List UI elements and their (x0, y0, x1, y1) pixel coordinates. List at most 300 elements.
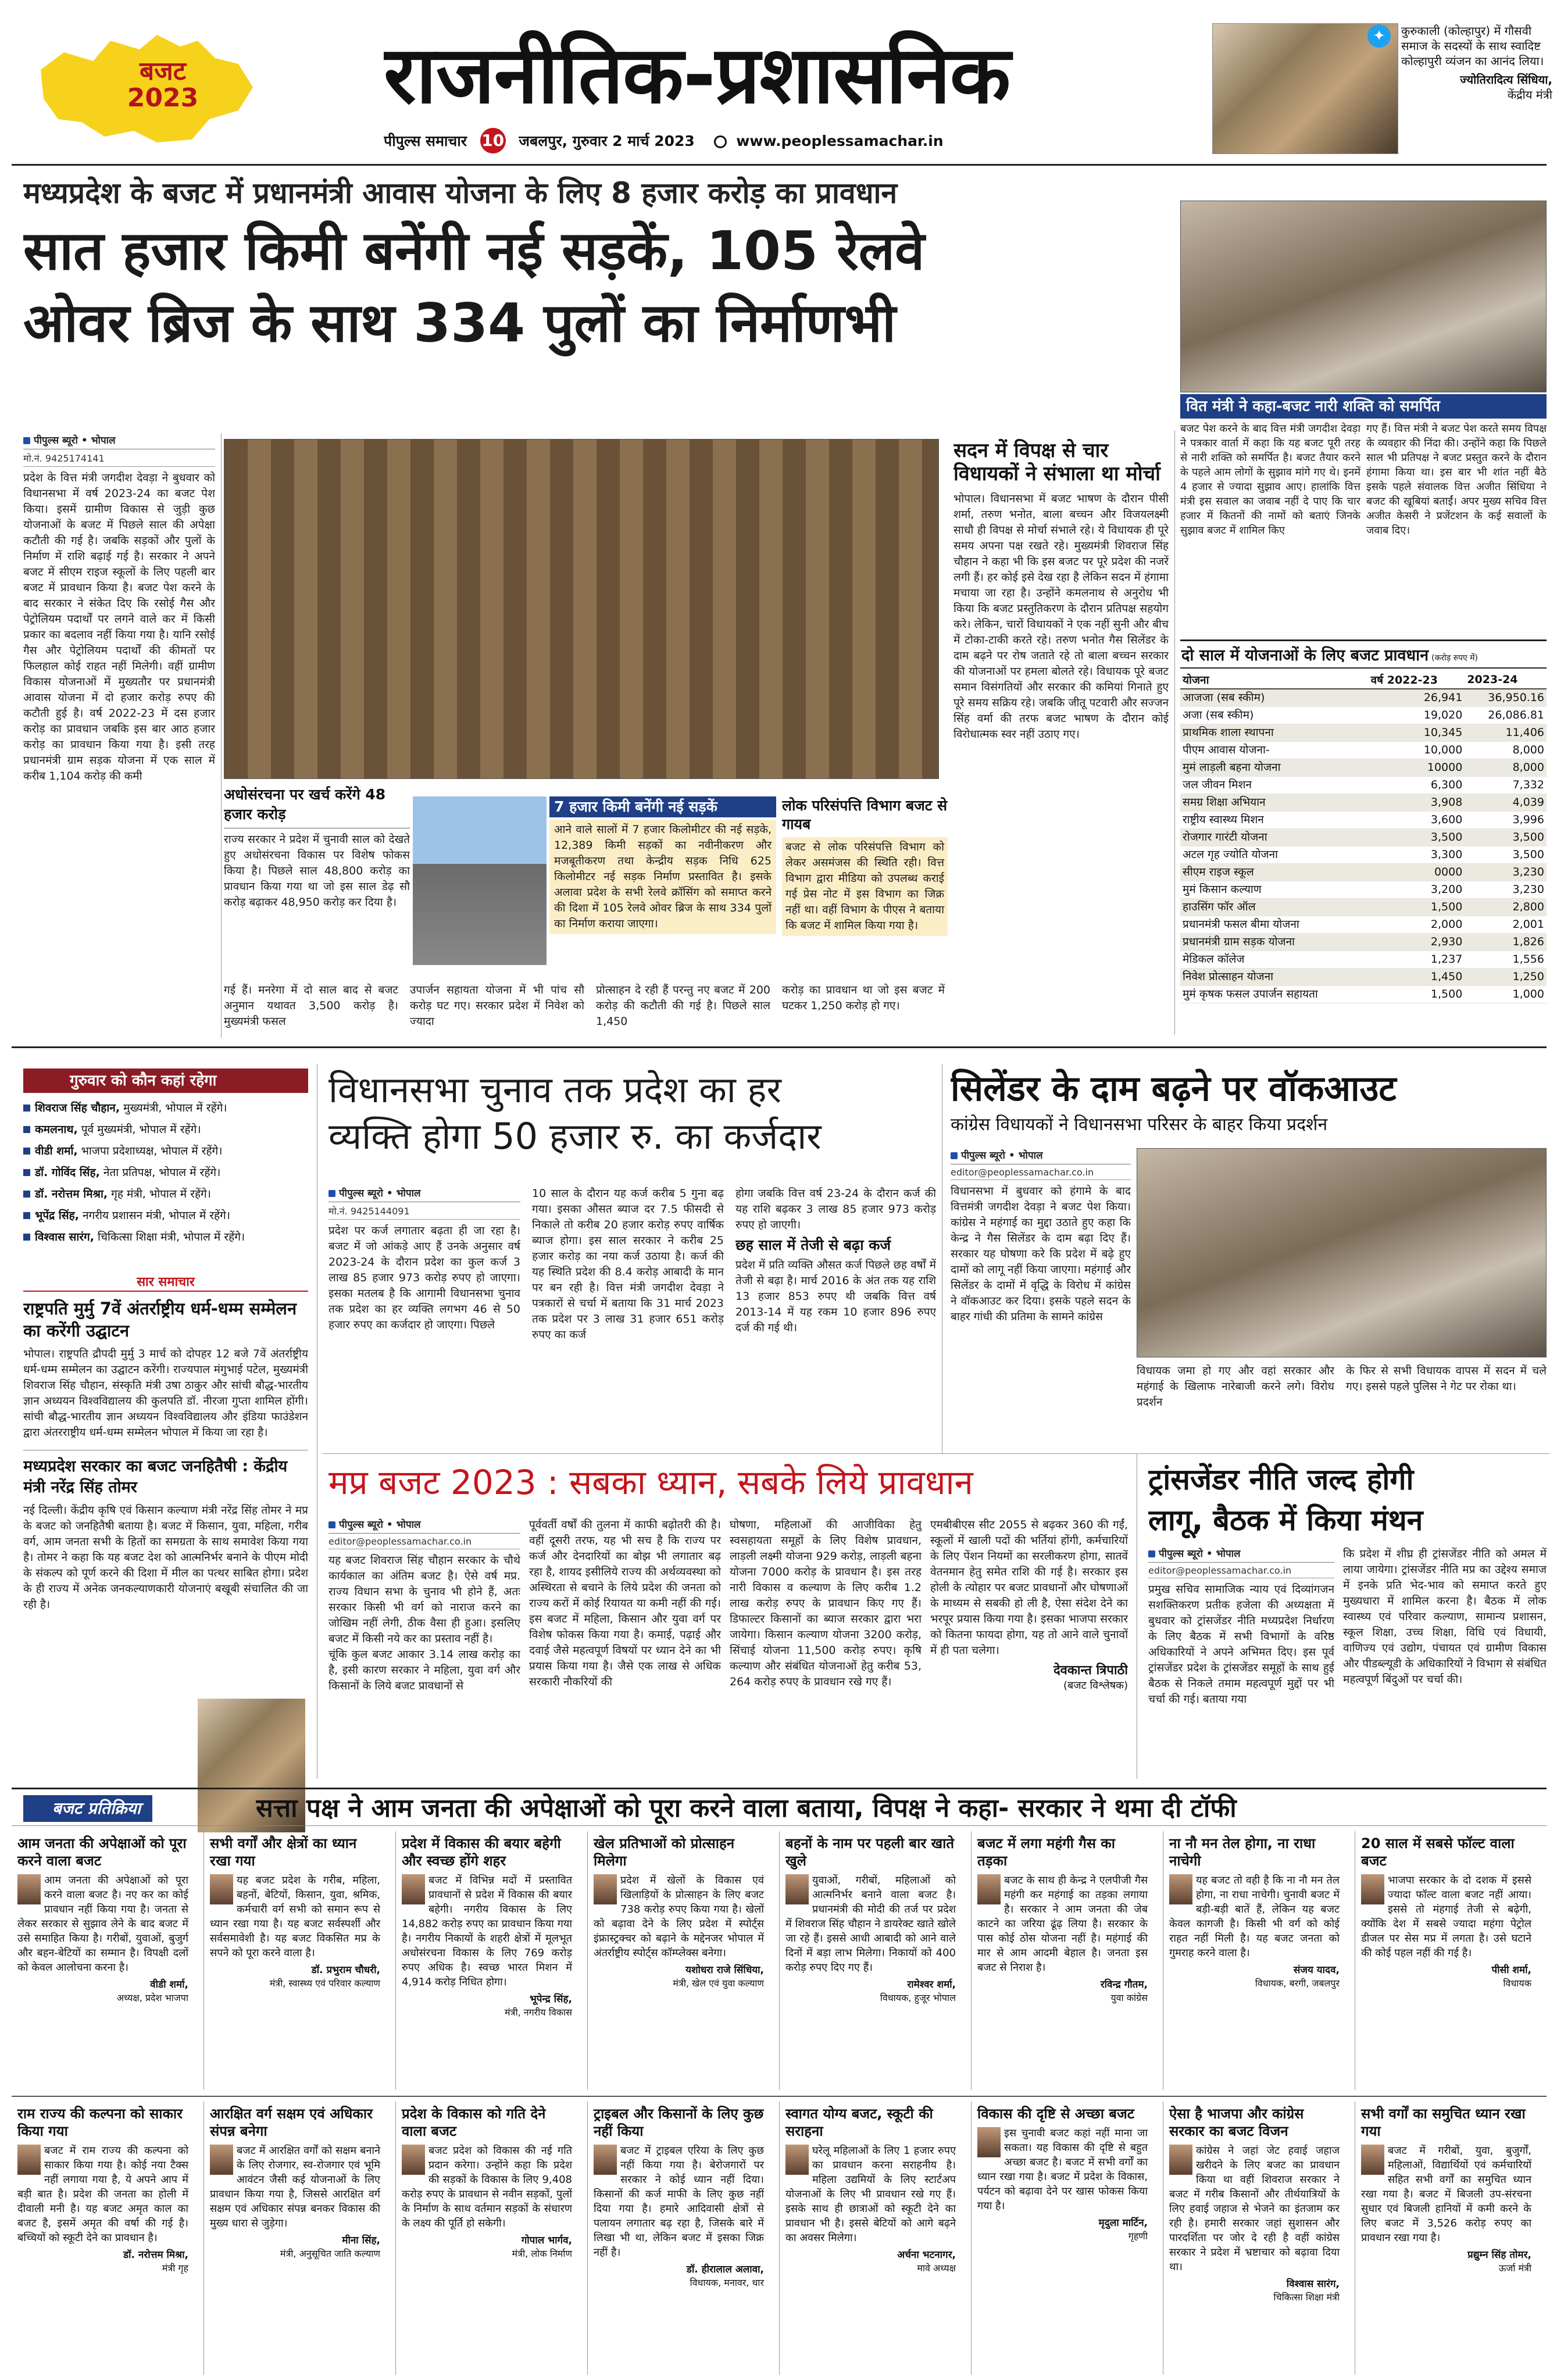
budget-table-row (1180, 812, 1547, 829)
reaction-name: गोपाल भार्गव, (521, 2235, 572, 2246)
badge-line2: 2023 (127, 83, 199, 112)
reaction-card (779, 2102, 962, 2375)
scheme-name: रोजगार गारंटी योजना (1180, 829, 1369, 846)
budget-table-row (1180, 846, 1547, 864)
dateline: जबलपुर, गुरुवार 2 मार्च 2023 (519, 133, 695, 149)
value-2022-23: 1,500 (1369, 899, 1465, 916)
reaction-body: युवाओं, गरीबों, महिलाओं को आत्मनिर्भर बनाने वाला बजट है। प्रधानमंत्री की मोदी की तर्ज पर प्रदेश में शिवराज सिंह चौहान ने डायरेक्ट खाते खोले जा रहे हैं। इससे आधी आबादी को आने वाले दिनों में बड़ा लाभ मिलेगा। निकायों को 400 करोड़ रुपए दिए गए हैं। (785, 1874, 956, 1974)
value-2023-24: 4,039 (1465, 794, 1547, 812)
lead-column (23, 433, 215, 1038)
budget-table-row (1180, 777, 1547, 794)
reactions-headline: सत्ता पक्ष ने आम जनता की अपेक्षाओं को पूरा करने वाला बताया, विपक्ष ने कहा- सरकार ने थमा दी टॉफी (256, 1793, 1237, 1823)
reactions-row1 (12, 1831, 1547, 2090)
value-2022-23: 10,345 (1369, 724, 1465, 742)
reaction-post: मंत्री, नगरीय विकास (505, 2007, 572, 2018)
twitter-icon: ✦ (1367, 24, 1391, 48)
scheme-name: मुमं किसान कल्याण (1180, 881, 1369, 899)
thursday-title: गुरुवार को कौन कहां रहेगा (23, 1069, 308, 1093)
lead-mobile: मो.नं. 9425174141 (23, 452, 215, 467)
tweet-name: ज्योतिरादित्य सिंधिया, (1460, 73, 1552, 87)
value-2023-24: 1,250 (1465, 969, 1547, 986)
reaction-body: बजट में गरीबों, युवा, बुजुर्गों, महिलाओं, विद्यार्थियों एवं कर्मचारियों सहित सभी वर्गों का समुचित ध्यान रखा गया है। बजट में बिजली उप-संरचना सुधार एवं बिजली हानियों में कमी करने के लिए बजट में 3,526 करोड़ रुपए का प्रावधान रखा गया है। (1361, 2145, 1531, 2244)
value-2022-23: 19,020 (1369, 707, 1465, 724)
cylinder-col2: विधायक जमा हो गए और वहां सरकार और महंगाई के खिलाफ नारेबाजी करने लगे। विरोध प्रदर्शन (1137, 1364, 1334, 1409)
brief-b1: भोपाल। राष्ट्रपति द्रौपदी मुर्मु 3 मार्च को दोपहर 12 बजे 7वें अंतर्राष्ट्रीय धर्म-धम्म सम्मेलन का उद्घाटन करेंगी। राज्यपाल मंगुभाई पटेल, मुख्यमंत्री शिवराज सिंह चौहान, संस्कृति मंत्री उषा ठाकुर और सांची बौद्ध-भारतीय ज्ञान अध्ययन विश्वविद्यालय की कुलपति डॉ. नीरजा गुप्ता शामिल होंगी। सांची बौद्ध-भारतीय ज्ञान अध्ययन विश्वविद्यालय और इंडिया फाउंडेशन द्वारा अंतरराष्ट्रीय धर्म-धम्म सम्मेलन भोपाल में किया जा रहा है। (23, 1348, 308, 1439)
value-2022-23: 6,300 (1369, 777, 1465, 794)
scheme-name: राष्ट्रीय स्वास्थ्य मिशन (1180, 812, 1369, 829)
lead-cont-b: उपार्जन सहायता योजना में भी पांच सौ करोड़ घट गए। सरकार प्रदेश में निवेश को ज्यादा (410, 984, 584, 1028)
reaction-photo (977, 2127, 1001, 2157)
reaction-name: भूपेन्द्र सिंह, (529, 1993, 572, 2005)
value-2022-23: 10,000 (1369, 742, 1465, 759)
reaction-card (971, 1831, 1154, 2090)
reaction-title: राम राज्य की कल्पना को साकार किया गया (17, 2106, 183, 2139)
reaction-photo (210, 1874, 233, 1904)
budget-table-box (1180, 639, 1547, 1041)
value-2023-24: 11,406 (1465, 724, 1547, 742)
reaction-name: मीना सिंह, (342, 2235, 380, 2246)
budget-table-row (1180, 829, 1547, 846)
reaction-post: मावे अध्यक्ष (917, 2263, 956, 2274)
schedule-item (23, 1205, 308, 1227)
bullet-icon (23, 1126, 30, 1133)
thursday-box (23, 1069, 308, 1266)
transgender-col1 (1148, 1546, 1334, 1779)
reaction-body: बजट में राम राज्य की कल्पना को साकार किया गया है। कोई नया टैक्स नहीं लगाया गया है, ये अपने आप में बड़ी बात है। प्रदेश की जनता का होली में दीवाली मनी है। यह बजट अमृत काल का बजट है, इसमें अमृत की वर्षा की गई है। बच्चियों को स्कूटी देने का प्रावधान है। (17, 2145, 188, 2244)
reaction-title: आरक्षित वर्ग सक्षम एवं अधिकार संपन्न बनेगा (210, 2106, 373, 2139)
women-col1: बजट पेश करने के बाद वित्त मंत्री जगदीश देवड़ा ने पत्रकार वार्ता में कहा कि यह बजट पूरी तरह से नारी शक्ति को समर्पित है। बजट तैयार करने के पहले आम लोगों के सुझाव मांगे गए थे। इनमें 4 हजार से ज्यादा सुझाव आए। हालांकि वित्त मंत्री इस सवाल का जवाब नहीं दे पाए कि चार हजार में कितनों की नामों को बताएं जिनके सुझाव बजट में शामिल किए (1180, 423, 1360, 537)
tweet-box (1401, 23, 1552, 102)
brief-h1: राष्ट्रपति मुर्मु 7वें अंतर्राष्ट्रीय धर्म-धम्म सम्मेलन का करेंगी उद्घाटन (23, 1299, 297, 1341)
scheme-name: निवेश प्रोत्साहन योजना (1180, 969, 1369, 986)
reaction-body: घरेलू महिलाओं के लिए 1 हजार रुपए का प्रावधान करना सराहनीय है। महिला उद्यमियों के लिए स्टार्टअप योजनाओं के लिए भी प्रावधान रखे गए हैं। इसके साथ ही छात्राओं को स्कूटी देने का प्रावधान भी है। इससे बेटियों को आगे बढ़ने का अवसर मिलेगा। (785, 2145, 956, 2244)
reaction-photo (1361, 2145, 1384, 2175)
infra-title: अधोसंरचना पर खर्च करेंगे 48 हजार करोड़ (224, 785, 410, 828)
section-title: राजनीतिक-प्रशासनिक (384, 30, 1010, 121)
schedule-person: वीडी शर्मा, (35, 1145, 78, 1157)
reaction-title: स्वागत योग्य बजट, स्कूटी की सराहना (785, 2106, 933, 2139)
schedule-person: कमलनाथ, (35, 1123, 78, 1136)
bullet-icon (23, 1234, 30, 1241)
women-caption: वित मंत्री ने कहा-बजट नारी शक्ति को समर्पित (1180, 394, 1547, 419)
reaction-post: मंत्री, खेल एवं युवा कल्याण (673, 1978, 764, 1989)
reaction-name: डॉ. नरोत्तम मिश्रा, (123, 2249, 188, 2261)
value-2023-24: 8,000 (1465, 742, 1547, 759)
mpbudget-col4: घोषणा, महिलाओं की आजीविका हेतु स्वसहायता समूहों के लिए विशेष प्रावधान, लाड़ली लक्ष्मी योजना 929 करोड़, लाड़ली बहना योजना 7000 करोड़ के प्रावधान है। इस तरह नारी विकास व कल्याण के लिए करीब 1.2 लाख करोड़ रुपए के प्रावधान किए गए हैं। डिफाल्टर किसानों का ब्याज सरकार द्वारा भरा जायेगा। किसान कल्याण योजना 3200 करोड़, सिंचाई योजना 11,500 करोड़ रुपए। कृषि कल्याण और संबंधित योजनाओं हेतु करीब 53, 264 करोड़ रुपए के प्रावधान रखे गए हैं। (730, 1518, 922, 1688)
value-2022-23: 26,941 (1369, 689, 1465, 707)
budget-table-row (1180, 794, 1547, 812)
bullet-icon (23, 1169, 30, 1176)
reaction-card (12, 1831, 194, 2090)
lead-cont-c: प्रोत्साहन दे रही हैं परन्तु नए बजट में 200 करोड़ की कटौती की गई है। पिछले साल 1,450 (596, 984, 770, 1028)
reaction-body: कांग्रेस ने जहां जेट हवाई जहाज खरीदने के लिए बजट का प्रावधान किया था वहीं शिवराज सरकार ने बजट में गरीब किसानों और तीर्थयात्रियों के लिए हवाई जहाज से भेजने का इंतजाम कर रही है। हमारी सरकार जहां सुशासन और पारदर्शिता पर जोर दे रही है वहीं कांग्रेस सरकार ने प्रदेश में भ्रष्टाचार को बढ़ावा दिया था। (1169, 2145, 1340, 2273)
reaction-name: संजय यादव, (1293, 1964, 1340, 1976)
reaction-card (779, 1831, 962, 2090)
reaction-post: मंत्री, स्वास्थ्य एवं परिवार कल्याण (269, 1978, 380, 1989)
reaction-title: 20 साल में सबसे फॉल्ट वाला बजट (1361, 1835, 1515, 1869)
women-col2: गए हैं। वित्त मंत्री ने बजट पेश करते समय विपक्ष के व्यवहार की निंदा की। उन्होंने कहा कि पिछले साल भी प्रतिपक्ष ने बजट प्रस्तुत करने के दौरान हंगामा किया था। इस बार भी शांत नहीं बैठे इसके पहले संवालक वित्त अजीत सिंधिया ने बजट की खूबियां बताईं। अपर मुख्य सचिव वित्त अजीत केसरी ने प्रजेंटशन के कई सवालों के जवाब दिए। (1366, 423, 1547, 537)
opposition-box (954, 439, 1169, 1038)
bullet-icon (23, 1191, 30, 1198)
reaction-body: इस चुनावी बजट कहां नहीं माना जा सकता। यह विकास की दृष्टि से बहुत अच्छा बजट है। बजट में सभी वर्गों का ध्यान रखा गया है। बजट में प्रदेश के विकास, पर्यटन को बढ़ावा देने पर खास फोकस किया गया है। (977, 2127, 1148, 2212)
value-2023-24: 1,000 (1465, 986, 1547, 1003)
debt-headline (328, 1067, 933, 1160)
debt-text3: होगा जबकि वित्त वर्ष 23-24 के दौरान कर्ज की यह राशि बढ़कर 3 लाख 85 हजार 973 करोड़ रुपए हो जाएगी। (735, 1187, 936, 1231)
dateline-bar (384, 128, 1198, 153)
schedule-item (23, 1227, 308, 1248)
roads-photo (413, 796, 547, 965)
reaction-name: यशोधरा राजे सिंधिया, (685, 1964, 764, 1976)
news-brief-label: सार समाचार (23, 1273, 308, 1292)
budget-table-header: योजना वर्ष 2022-23 2023-24 (1180, 671, 1547, 689)
budget-table (1180, 671, 1547, 1003)
reaction-title: ना नौ मन तेल होगा, ना राधा नाचेगी (1169, 1835, 1316, 1869)
scheme-name: प्रधानमंत्री ग्राम सड़क योजना (1180, 934, 1369, 951)
asset-body: बजट से लोक परिसंपत्ति विभाग को लेकर असमंजस की स्थिति रही। वित्त विभाग द्वारा मीडिया को उपलब्ध कराई गई प्रेस नोट में इस विभाग का जिक्र नहीं था। वहीं विभाग के पीएस ने बताया कि बजट में शामिल किया गया है। (782, 837, 948, 936)
budget-table-row (1180, 881, 1547, 899)
budget-table-row (1180, 934, 1547, 951)
reaction-photo (402, 1874, 425, 1904)
reaction-name: डॉ. हीरालाल अलावा, (686, 2264, 764, 2275)
lead-continuation (224, 982, 945, 1041)
reaction-photo (210, 2145, 233, 2175)
reaction-post: गृहणी (1128, 2231, 1148, 2242)
budget-table-row (1180, 916, 1547, 934)
mpbudget-col3: पूर्ववर्ती वर्षों की तुलना में काफी बढ़ोतरी की है। वहीं दूसरी तरफ, यह भी सच है कि राज्य पर कर्ज और देनदारियों का बोझ भी लगातार बढ़ रहा है, शायद इसीलिये राज्य की अर्थव्यवस्था को अस्थिरता से बचाने के लिये प्रदेश की जनता को राज्य करों में कोई रियायत या कमी नहीं की गई। इस बजट में महिला, किसान और युवा वर्ग पर विशेष फोकस किया गया है। कमाई, पढ़ाई और दवाई जैसे महत्वपूर्ण विषयों पर ध्यान देने का भी प्रयास किया गया है। जैसे एक लाख से अधिक सरकारी नौकरियों की (529, 1518, 721, 1688)
page-number: 10 (480, 128, 506, 153)
bullet-icon (23, 1212, 30, 1219)
mpbudget-text1: यह बजट शिवराज सिंह चौहान सरकार के चौथे कार्यकाल का अंतिम बजट है। ऐसे वर्ष मप्र. राज्य विधान सभा के चुनाव भी होने हैं, अतः सरकार किसी भी वर्ग को नाराज करने का जोखिम नहीं लेगी, ठीक वैसा ही हुआ। इसलिए बजट में किसी नये कर का प्रस्ताव नहीं है। (328, 1554, 520, 1645)
schedule-detail: गृह मंत्री, भोपाल में रहेंगे। (108, 1188, 211, 1200)
transgender-text1: प्रमुख सचिव सामाजिक न्याय एवं दिव्यांगजन सशक्तिकरण प्रतीक हजेला की अध्यक्षता में बुधवार को ट्रांसजेंडर नीति मध्यप्रदेश निर्धारण के लिए बैठक में सभी विभागों के वरिष्ठ अधिकारियों ने अपने अभिमत दिए। इस पूर्व ट्रांसजेंडर प्रदेश के ट्रांसजेंडर समूहों के साथ हुई बैठक से निकले तमाम महत्वपूर्ण मुद्दों पर भी चर्चा की गई। बताया गया (1148, 1583, 1334, 1706)
schedule-person: डॉ. गोविंद सिंह, (35, 1166, 100, 1179)
transgender-headline-line2: लागू, बैठक में किया मंथन (1148, 1503, 1423, 1537)
reaction-photo (594, 1874, 617, 1904)
asset-box (782, 796, 948, 977)
reactions-row2 (12, 2102, 1547, 2375)
assembly-photo (224, 439, 939, 779)
reaction-body: बजट प्रदेश को विकास की नई गति प्रदान करेगा। उन्होंने कहा कि प्रदेश की सड़कों के विकास के लिए 9,408 करोड़ रुपए के प्रावधान से नवीन सड़कों, पुलों के निर्माण के साथ वर्तमान सड़कों के संधारण के लक्ष्य की पूर्ति हो सकेगी। (402, 2145, 572, 2229)
value-2023-24: 3,500 (1465, 846, 1547, 864)
cylinder-photo (1137, 1148, 1547, 1357)
reaction-card (395, 1831, 578, 2090)
reaction-photo (1361, 1874, 1384, 1904)
value-2023-24: 8,000 (1465, 759, 1547, 777)
reaction-post: विधायक (1503, 1978, 1531, 1989)
transgender-email: editor@peoplessamachar.co.in (1148, 1565, 1334, 1578)
debt-mobile: मो.नं. 9425144091 (328, 1205, 520, 1220)
transgender-col2: कि प्रदेश में शीघ्र ही ट्रांसजेंडर नीति को अमल में लाया जायेगा। ट्रांसजेंडर नीति मप्र का उद्देश्य समाज में इनके प्रति भेद-भाव को समाप्त करते हुए मुख्यधारा में शामिल करना है। बैठक में लोक स्वास्थ्य एवं परिवार कल्याण, सामान्य प्रशासन, स्कूल शिक्षा, उच्च शिक्षा, विधि एवं विधायी, वाणिज्य एवं उद्योग, पंचायत एवं ग्रामीण विकास और पीडब्ल्यूडी के अधिकारियों ने विभाग से संबंधित महत्वपूर्ण बिंदुओं पर चर्चा की। (1343, 1548, 1547, 1686)
budget-table-row (1180, 864, 1547, 881)
infra-box (224, 785, 410, 977)
schedule-detail: नगरीय प्रशासन मंत्री, भोपाल में रहेंगे। (78, 1209, 230, 1222)
infra-body: राज्य सरकार ने प्रदेश में चुनावी साल को देखते हुए अधोसंरचना विकास पर विशेष फोकस किया है। पिछले साल 48,800 करोड़ का प्रावधान किया गया था जो इस साल डेढ़ सौ करोड़ बढ़ाकर 48,950 करोड़ कर दिया है। (224, 833, 410, 909)
schedule-detail: पूर्व मुख्यमंत्री, भोपाल में रहेंगे। (77, 1123, 201, 1136)
transgender-byline: पीपुल्स ब्यूरो • भोपाल (1148, 1546, 1334, 1563)
scheme-name: प्रधानमंत्री फसल बीमा योजना (1180, 916, 1369, 934)
budget-table-row (1180, 899, 1547, 916)
reaction-post: विधायक, हुजूर भोपाल (880, 1992, 956, 2003)
value-2022-23: 3,908 (1369, 794, 1465, 812)
budget-table-title: दो साल में योजनाओं के लिए बजट प्रावधान (करोड़ रुपए में) (1180, 639, 1547, 669)
mpbudget-text5: एमबीबीएस सीट 2055 से बढ़कर 360 की गईं, स्कूलों में खाली पदों की भर्तियां होंगी, कर्मचारियों के लिए पेंशन नियमों का सरलीकरण होगा, सातवें वेतनमान हेतु समेत राशि की गई है। सरकार इस होली के त्योहार पर बजट प्रावधानों और घोषणाओं के माध्यम से सबकी हो ली है, ऐसा संदेश देने का भरपूर प्रयास किया गया है। इसका भाजपा सरकार को कितना फायदा होगा, यह तो आने वाले चुनावों में ही पता चलेगा। (930, 1518, 1128, 1657)
reaction-card (203, 1831, 386, 2090)
scheme-name: अजा (सब स्कीम) (1180, 707, 1369, 724)
reactions-bar (12, 1788, 1547, 1826)
debt-headline-line2: व्यक्ति होगा 50 हजार रु. का कर्जदार (328, 1115, 822, 1157)
reaction-name: रविन्द्र गौतम, (1100, 1979, 1148, 1991)
schedule-person: भूपेंद्र सिंह, (35, 1209, 79, 1222)
value-2022-23: 2,000 (1369, 916, 1465, 934)
cylinder-email: editor@peoplessamachar.co.in (951, 1167, 1131, 1180)
reaction-body: यह बजट प्रदेश के गरीब, महिला, बहनों, बेटियों, किसान, युवा, श्रमिक, कर्मचारी वर्ग सभी को समान रूप से ध्यान रखा गया है। यह बजट सर्वस्पर्शी और सर्वसमावेशी है। यह बजट विकसित मप्र के सपने को पूरा करने वाला है। (210, 1874, 380, 1959)
value-2022-23: 1,237 (1369, 951, 1465, 969)
scheme-name: मेडिकल कॉलेज (1180, 951, 1369, 969)
scheme-name: सीएम राइज स्कूल (1180, 864, 1369, 881)
reaction-card (1163, 2102, 1345, 2375)
lead-cont-d: करोड़ का प्रावधान था जो इस बजट में घटकर 1,250 करोड़ हो गए। (782, 984, 945, 1012)
scheme-name: हाउसिंग फॉर ऑल (1180, 899, 1369, 916)
badge-line1: बजट (140, 58, 186, 86)
reaction-title: सभी वर्गों और क्षेत्रों का ध्यान रखा गया (210, 1835, 357, 1869)
schedule-item (23, 1141, 308, 1162)
reaction-name: विश्वास सारंग, (1286, 2278, 1340, 2290)
reaction-title: बहनों के नाम पर पहली बार खाते खुले (785, 1835, 955, 1869)
value-2022-23: 0000 (1369, 864, 1465, 881)
reaction-body: बजट में विभिन्न मदों में प्रस्तावित प्रावधानों से प्रदेश में विकास की बयार बहेगी। नगरीय विकास के लिए 14,882 करोड़ रुपए का प्रावधान किया गया है। नगरीय निकायों के शहरी क्षेत्रों में मूलभूत अधोसंरचना विकास के लिए 769 करोड़ रुपए अधिक है। स्वच्छ भारत मिशन में 4,914 करोड़ निधित होगा। (402, 1874, 572, 1988)
reactions-label: बजट प्रतिक्रिया (23, 1795, 152, 1822)
reaction-post: विधायक, बरगी, जबलपुर (1255, 1978, 1340, 1989)
schedule-person: शिवराज सिंह चौहान, (35, 1102, 120, 1114)
value-2023-24: 1,826 (1465, 934, 1547, 951)
budget-table-row (1180, 707, 1547, 724)
value-2023-24: 7,332 (1465, 777, 1547, 794)
lead-kicker: मध्यप्रदेश के बजट में प्रधानमंत्री आवास योजना के लिए 8 हजार करोड़ का प्रावधान (23, 176, 898, 210)
value-2022-23: 3,200 (1369, 881, 1465, 899)
debt-text1: प्रदेश पर कर्ज लगातार बढ़ता ही जा रहा है। बजट में जो आंकड़े आए हैं उनके अनुसार वर्ष 2023-24 के दौरान प्रदेश का कुल कर्ज 3 लाख 85 हजार 973 करोड़ रुपए हो जाएगा। इसका मतलब है कि आगामी विधानसभा चुनाव तक प्रदेश का हर व्यक्ति लगभग 46 से 50 हजार रुपए का कर्जदार हो जाएगा। पिछले (328, 1224, 520, 1331)
scheme-name: मुमं लाड़ली बहना योजना (1180, 759, 1369, 777)
tweet-text: कुरुकाली (कोल्हापुर) में गौसवी समाज के सदस्यों के साथ स्वादिष्ट कोल्हापुरी व्यंजन का आनंद लिया। (1401, 24, 1544, 68)
mpbudget-email: editor@peoplessamachar.co.in (328, 1536, 520, 1549)
scheme-name: पीएम आवास योजना- (1180, 742, 1369, 759)
cylinder-kicker: कांग्रेस विधायकों ने विधानसभा परिसर के बाहर किया प्रदर्शन (951, 1114, 1328, 1135)
mpbudget-author-post: (बजट विश्लेषक) (1063, 1679, 1128, 1692)
reaction-post: युवा कांग्रेस (1110, 1992, 1148, 2003)
reaction-name: प्रद्युम्न सिंह तोमर, (1467, 2249, 1531, 2261)
reaction-body: यह बजट तो वही है कि ना नौ मन तेल होगा, ना राधा नाचेगी। चुनावी बजट में बड़ी-बड़ी बातें हैं, लेकिन यह बजट केवल कागजी है। किसी भी वर्ग को कोई राहत नहीं मिली है। यह बजट जनता को गुमराह करने वाला है। (1169, 1874, 1340, 1959)
bullet-icon (23, 1105, 30, 1112)
roads-box (549, 796, 776, 977)
debt-headline-line1: विधानसभा चुनाव तक प्रदेश का हर (328, 1069, 781, 1111)
scheme-name: जल जीवन मिशन (1180, 777, 1369, 794)
value-2023-24: 3,996 (1465, 812, 1547, 829)
reaction-photo (785, 2145, 809, 2175)
reaction-card (1163, 1831, 1345, 2090)
debt-col2: 10 साल के दौरान यह कर्ज करीब 5 गुना बढ़ गया। इसका औसत ब्याज दर 7.5 फीसदी से निकाले तो करीब 20 हजार करोड़ रुपए वार्षिक ब्याज होगा। इस साल सरकार ने करीब 25 हजार करोड़ का नया कर्ज उठाया है। कर्ज की यह स्थिति प्रदेश की 8.4 करोड़ आबादी के मान पर बन रही है। वित्त मंत्री जगदीश देवड़ा ने पत्रकारों से चर्चा में बताया कि 31 मार्च 2023 तक प्रदेश पर 3 लाख 31 हजार 651 करोड़ रुपए का कर्ज (532, 1187, 724, 1341)
reaction-card (203, 2102, 386, 2375)
lead-headline-line1: सात हजार किमी बनेंगी नई सड़कें, 105 रेलवे (23, 220, 925, 282)
budget-table-row (1180, 724, 1547, 742)
bullet-icon (23, 1148, 30, 1155)
budget-table-row (1180, 969, 1547, 986)
reaction-title: खेल प्रतिभाओं को प्रोत्साहन मिलेगा (594, 1835, 735, 1869)
schedule-detail: नेता प्रतिपक्ष, भोपाल में रहेंगे। (99, 1166, 221, 1179)
value-2023-24: 3,500 (1465, 829, 1547, 846)
reaction-card (971, 2102, 1154, 2375)
mpbudget-text2: चूंकि कुल बजट आकार 3.14 लाख करोड़ का है, इसी कारण सरकार ने महिला, युवा वर्ग और किसानों के लिये बजट प्रावधानों से (328, 1648, 520, 1692)
schedule-detail: चिकित्सा शिक्षा मंत्री, भोपाल में रहेंगे। (94, 1231, 245, 1243)
scheme-name: अटल गृह ज्योति योजना (1180, 846, 1369, 864)
schedule-person: डॉ. नरोत्तम मिश्रा, (35, 1188, 108, 1200)
debt-byline: पीपुल्स ब्यूरो • भोपाल (328, 1186, 520, 1202)
reaction-title: ट्राइबल और किसानों के लिए कुछ नहीं किया (594, 2106, 764, 2139)
reaction-body: बजट के साथ ही केन्द्र ने एलपीजी गैस महंगी कर महंगाई का तड़का लगाया है। सरकार ने आम जनता की जेब काटने का जरिया ढूंढ़ लिया है। सरकार के पास कोई ठोस योजना नहीं है। महंगाई की मार से आम आदमी बेहाल है। जनता इस बजट से निराश है। (977, 1874, 1148, 1974)
reaction-card (587, 2102, 770, 2375)
reaction-post: अध्यक्ष, प्रदेश भाजपा (116, 1992, 188, 2003)
value-2022-23: 3,600 (1369, 812, 1465, 829)
reaction-name: पीसी शर्मा, (1491, 1964, 1531, 1976)
budget-table-row (1180, 742, 1547, 759)
opposition-title: सदन में विपक्ष से चार विधायकों ने संभाला था मोर्चा (954, 439, 1160, 485)
reaction-name: वीडी शर्मा, (150, 1979, 188, 1991)
debt-col3 (735, 1186, 936, 1465)
reaction-post: चिकित्सा शिक्षा मंत्री (1273, 2292, 1340, 2303)
schedule-item (23, 1184, 308, 1205)
cylinder-col1 (951, 1148, 1131, 1445)
masthead (0, 0, 1557, 169)
reaction-body: भाजपा सरकार के दो दशक में इससे ज्यादा फॉल्ट वाला बजट नहीं आया। इससे तो मंहगाई तेजी से बढ़ेगी, क्योंकि देश में सबसे ज्यादा महंगा पेट्रोल डीजल पर सेस मप्र में लगता है। उसे घटाने की कोई पहल नहीं की गई है। (1361, 1874, 1531, 1959)
reaction-photo (17, 1874, 41, 1904)
schedule-detail: भाजपा प्रदेशाध्यक्ष, भोपाल में रहेंगे। (77, 1145, 223, 1157)
reaction-post: ऊर्जा मंत्री (1498, 2263, 1531, 2274)
reaction-body: बजट में ट्राइबल एरिया के लिए कुछ नहीं किया गया है। बेरोजगारों पर सरकार ने कोई ध्यान नहीं दिया। किसानों की कर्ज माफी के लिए कुछ नहीं दिया गया है। हमारे आदिवासी क्षेत्रों से पलायन लगातार बढ़ रहा है, जिसके बारे में लिखा भी था, लेकिन बजट में इसका जिक्र नहीं है। (594, 2145, 764, 2259)
reaction-post: विधायक, मनावर, धार (690, 2277, 764, 2288)
roads-title: 7 हजार किमी बनेंगी नई सड़कें (549, 796, 776, 817)
reaction-post: मंत्री, लोक निर्माण (512, 2248, 572, 2259)
roads-body: आने वाले सालों में 7 हजार किलोमीटर की नई सड़के, 12,389 किमी सड़कों का नवीनीकरण और मजबूतीकरण तथा केन्द्रीय सड़क निधि 625 किलोमीटर नई सड़क निर्माण प्रस्तावित है। इसके अलावा प्रदेश के सभी रेलवे क्रॉसिंग को समाप्त करने की दिशा में 105 रेलवे ओवर ब्रिज के साथ 334 पुलों का निर्माण कराया जाएगा। (549, 820, 776, 934)
website[interactable]: www.peoplessamachar.in (736, 133, 944, 149)
mpbudget-col1 (328, 1517, 520, 1779)
reaction-post: मंत्री गृह (162, 2263, 188, 2274)
reaction-photo (402, 2145, 425, 2175)
budget-table-row (1180, 759, 1547, 777)
value-2022-23: 3,300 (1369, 846, 1465, 864)
reaction-card (395, 2102, 578, 2375)
reaction-photo (785, 1874, 809, 1904)
scheme-name: समग्र शिक्षा अभियान (1180, 794, 1369, 812)
opposition-body: भोपाल। विधानसभा में बजट भाषण के दौरान पीसी शर्मा, तरुण भनोत, बाला बच्चन और विजयलक्ष्मी साधौ ही विपक्ष से मोर्चा संभाले रहे। ये विधायक ही पूरे समय अपना पक्ष रखते रहे। मुख्यमंत्री शिवराज सिंह चौहान ने कहा भी कि इस बजट पर पूरे प्रदेश की नजरें लगी हैं। हर कोई इसे देख रहा है लेकिन सदन में हंगामा मचाया जा रहा है। उन्होंने कमलनाथ से अनुरोध भी किया कि बजट प्रस्तुतिकरण के दौरान प्रतिपक्ष सहयोग करे। लेकिन, चारों विधायकों ने एक नहीं सुनी और बीच में टोका-टाकी करते रहे। तरुण भनोत गैस सिलेंडर के दाम बढ़ने पर रोष जताते रहे तो बाला बच्चन सरकार की योजनाओं पर हमला बोलते रहे। विधायक पूरे बजट समान विसंगतियों और सरकार की कमियां गिनाते हुए पूरे समय सक्रिय रहे। जबकि जीतू पटवारी और सज्जन सिंह वर्मा की तरफ बजट भाषण के दौरान कोई विरोधात्मक स्वर नहीं उठाए गए। (954, 492, 1169, 741)
reaction-photo (17, 2145, 41, 2175)
brief-b2: नई दिल्ली। केंद्रीय कृषि एवं किसान कल्याण मंत्री नरेंद्र सिंह तोमर ने मप्र के बजट को जनहितैषी बताया है। बजट में किसान, युवा, महिला, गरीब वर्ग, आम जनता सभी के हितों का समग्रता के साथ समावेश किया गया है। तोमर ने कहा कि यह बजट देश को आत्मनिर्भर बनाने के पीएम मोदी के संकल्प को पूर्ण करने की दिशा में मील का पत्थर साबित होगा। प्रदेश के ही राज्य में अनेक जनकल्याणकारी योजनाएं बखूबी संचालित की जा रही है। (23, 1504, 308, 1611)
value-2022-23: 1,450 (1369, 969, 1465, 986)
reaction-title: सभी वर्गों का समुचित ध्यान रखा गया (1361, 2106, 1526, 2139)
cylinder-byline: पीपुल्स ब्यूरो • भोपाल (951, 1148, 1131, 1164)
reaction-body: आम जनता की अपेक्षाओं को पूरा करने वाला बजट है। नए कर का कोई प्रावधान नहीं किया गया है। जनता से लेकर सरकार से सुझाव लेने के बाद बजट में उसे समाहित किया है। गरीबों, युवाओं, बुजुर्ग और बहन-बेटियों का सम्मान है। विपक्षी दलों को केवल आलोचना करना है। (17, 1874, 188, 1974)
scheme-name: मुमं कृषक फसल उपार्जन सहायता (1180, 986, 1369, 1003)
mpbudget-author: देवकान्त त्रिपाठी (1054, 1663, 1128, 1678)
reaction-title: प्रदेश में विकास की बयार बहेगी और स्वच्छ होंगे शहर (402, 1835, 561, 1869)
value-2022-23: 2,930 (1369, 934, 1465, 951)
cylinder-headline: सिलेंडर के दाम बढ़ने पर वॉकआउट (951, 1069, 1397, 1109)
tweet-post: केंद्रीय मंत्री (1507, 88, 1552, 102)
value-2023-24: 26,086.81 (1465, 707, 1547, 724)
schedule-detail: मुख्यमंत्री, भोपाल में रहेंगे। (120, 1102, 227, 1114)
cylinder-text1: विधानसभा में बुधवार को हंगामे के बाद वित्तमंत्री जगदीश देवड़ा ने बजट पेश किया। कांग्रेस ने महंगाई का मुद्दा उठाते हुए कहा कि केन्द्र ने गैस सिलेंडर के दाम बढ़ा दिए हैं। सरकार यह घोषणा करे कि प्रदेश में बढ़े हुए दामों को लागू नहीं किया जाएगा। महंगाई और सिलेंडर के दामों में वृद्धि के विरोध में कांग्रेस ने वॉकआउट कर दिया। इसके पहले सदन के बाहर गांधी की प्रतिमा के सामने कांग्रेस (951, 1185, 1131, 1323)
asset-title: लोक परिसंपत्ति विभाग बजट से गायब (782, 797, 948, 832)
budget-table-row (1180, 951, 1547, 969)
value-2023-24: 1,556 (1465, 951, 1547, 969)
value-2022-23: 1,500 (1369, 986, 1465, 1003)
reaction-photo (1169, 2145, 1192, 2175)
value-2022-23: 3,500 (1369, 829, 1465, 846)
reaction-post: मंत्री, अनुसूचित जाति कल्याण (280, 2248, 380, 2259)
schedule-person: विश्वास सारंग, (35, 1231, 94, 1243)
value-2022-23: 10000 (1369, 759, 1465, 777)
debt-text3b: प्रदेश में प्रति व्यक्ति औसत कर्ज पिछले छह वर्षों में तेजी से बढ़ा है। मार्च 2016 के अंत तक यह राशि 13 हजार 853 रुपए थी जबकि वित्त वर्ष 2013-14 में यह रकम 10 हजार 896 रुपए दर्ज की गई थी। (735, 1259, 936, 1334)
reaction-name: अर्चना भटनागर, (897, 2249, 956, 2261)
reaction-photo (1169, 1874, 1192, 1904)
mpbudget-headline: मप्र बजट 2023 : सबका ध्यान, सबके लिये प्रावधान (328, 1463, 973, 1502)
budget-table-row (1180, 689, 1547, 707)
value-2023-24: 2,001 (1465, 916, 1547, 934)
reaction-title: बजट में लगा महंगी गैस का तड़का (977, 1835, 1115, 1869)
reaction-body: बजट में आरक्षित वर्गों को सक्षम बनाने के लिए रोजगार, स्व-रोजगार एवं भूमि आवंटन जैसी कई योजनाओं के लिए प्रावधान किया गया है, जिससे आरक्षित वर्ग सक्षम एवं अधिकार संपन्न बनकर विकास की मुख्य धारा से जुड़ेगा। (210, 2145, 380, 2229)
reaction-title: ऐसा है भाजपा और कांग्रेस सरकार का बजट विजन (1169, 2106, 1304, 2139)
reaction-card (12, 2102, 194, 2375)
reaction-title: आम जनता की अपेक्षाओं को पूरा करने वाला बजट (17, 1835, 187, 1869)
scheme-name: आजजा (सब स्कीम) (1180, 689, 1369, 707)
lead-byline: पीपुल्स ब्यूरो • भोपाल (23, 433, 215, 449)
press-photo (1180, 201, 1547, 392)
reaction-photo (977, 1874, 1001, 1904)
reaction-title: प्रदेश के विकास को गति देने वाला बजट (402, 2106, 546, 2139)
lead-headline-line2: ओवर ब्रिज के साथ 334 पुलों का निर्माणभी (23, 292, 896, 354)
brief-h2: मध्यप्रदेश सरकार का बजट जनहितैषी : केंद्रीय मंत्री नरेंद्र सिंह तोमर (23, 1450, 308, 1498)
mpbudget-byline: पीपुल्स ब्यूरो • भोपाल (328, 1517, 520, 1534)
reaction-card (587, 1831, 770, 2090)
reaction-photo (594, 2145, 617, 2175)
mpbudget-col5 (930, 1517, 1128, 1779)
debt-subhead: छह साल में तेजी से बढ़ा कर्ज (735, 1237, 891, 1253)
web-icon (714, 135, 727, 148)
value-2023-24: 3,230 (1465, 881, 1547, 899)
reaction-card (1355, 1831, 1537, 2090)
reaction-title: विकास की दृष्टि से अच्छा बजट (977, 2106, 1134, 2122)
paper-name: पीपुल्स समाचार (384, 133, 467, 149)
schedule-item (23, 1098, 308, 1119)
debt-col1 (328, 1186, 520, 1465)
lead-body: प्रदेश के वित्त मंत्री जगदीश देवड़ा ने बुधवार को विधानसभा में वर्ष 2023-24 का बजट पेश किया। इसमें ग्रामीण विकास से जुड़ी कुछ योजनाओं के बजट में पिछले साल की अपेक्षा कटौती की गई है। जबकि सड़कों और पुलों के निर्माण में राशि बढ़ाई गई है। सरकार ने अपने बजट में सीएम राइज स्कूलों के लिए पहली बार बजट में प्रावधान किया है। बजट पेश करने के बाद सरकार ने संकेत दिए कि रसोई गैस और पेट्रोलियम पदार्थों पर लगने वाले कर में किसी प्रकार का बदलाव नहीं किया गया है। यानि रसोई गैस और पेट्रोलियम पदार्थों की कीमतों पर फिलहाल कोई राहत नहीं मिलेगी। वहीं ग्रामीण विकास योजनाओं में मुख्यतौर पर प्रधानमंत्री आवास योजना में दो हजार करोड़ रुपए की कटौती हुई है। वर्ष 2022-23 में दस हजार करोड़ का प्रावधान जबकि इस बार आठ हजार करोड़ का प्रावधान किया गया है। इसी तरह प्रधानमंत्री ग्राम सड़क योजना में एक साल में करीब 1,104 करोड़ की कमी (23, 471, 215, 782)
schedule-item (23, 1119, 308, 1141)
reaction-card (1355, 2102, 1537, 2375)
reaction-name: मृदुला मार्टिन, (1098, 2217, 1148, 2229)
reaction-name: रामेश्वर शर्मा, (907, 1979, 956, 1991)
lead-headline (23, 215, 1163, 359)
scheme-name: प्राथमिक शाला स्थापना (1180, 724, 1369, 742)
badge-text (105, 58, 221, 112)
budget-table-row (1180, 986, 1547, 1003)
transgender-headline (1148, 1459, 1549, 1541)
schedule-item (23, 1162, 308, 1184)
reaction-name: डॉ. प्रभुराम चौधरी, (311, 1964, 380, 1976)
value-2023-24: 36,950.16 (1465, 689, 1547, 707)
reaction-body: प्रदेश में खेलों के विकास एवं खिलाड़ियों के प्रोत्साहन के लिए बजट 738 करोड़ रुपए किया गया है। खेलों को बढ़ावा देने के लिए प्रदेश में स्पोर्ट्स इंफ्रास्ट्रक्चर को बढ़ाने के मद्देनजर भोपाल में अंतर्राष्ट्रीय स्पोर्ट्स कॉम्प्लेक्स बनेगा। (594, 1874, 764, 1959)
cylinder-col3: के फिर से सभी विधायक वापस में सदन में चले गए। इससे पहले पुलिस ने गेट पर रोका था। (1346, 1364, 1547, 1393)
value-2023-24: 2,800 (1465, 899, 1547, 916)
value-2023-24: 3,230 (1465, 864, 1547, 881)
thursday-list (23, 1098, 308, 1248)
transgender-headline-line1: ट्रांसजेंडर नीति जल्द होगी (1148, 1463, 1414, 1496)
